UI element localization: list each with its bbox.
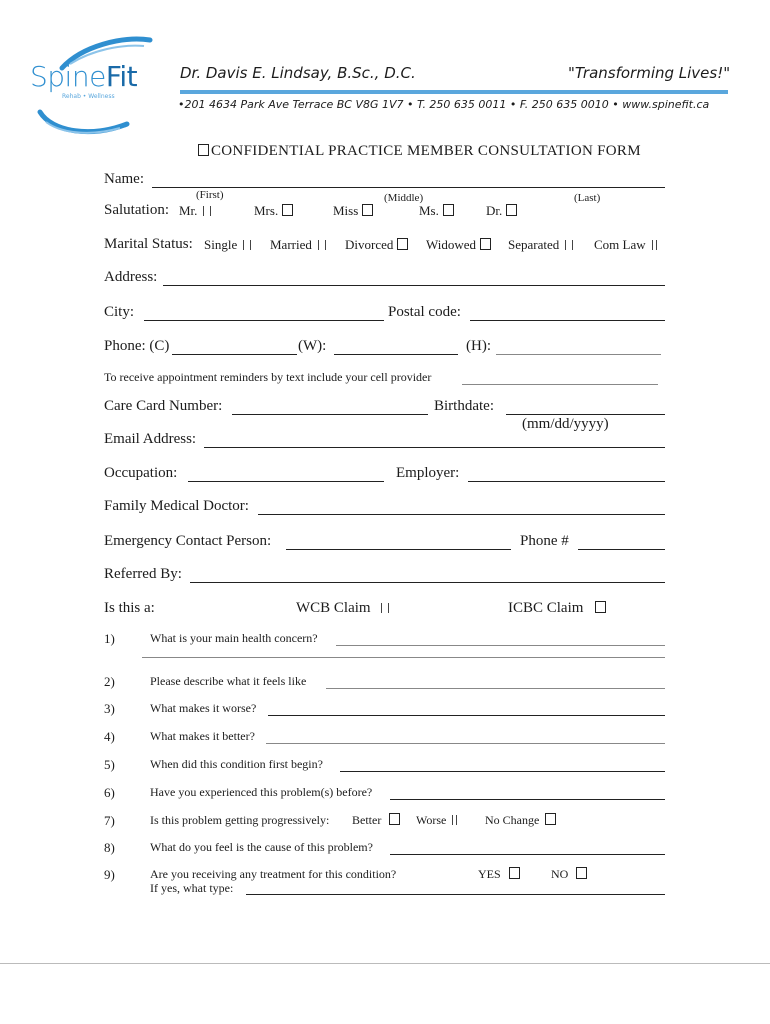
question-number: 1): [104, 631, 115, 646]
slogan: "Transforming Lives!": [568, 64, 731, 82]
phone-cell-label: Phone: (C): [104, 338, 170, 354]
question-number: 6): [104, 785, 115, 800]
logo-wordmark: [30, 60, 137, 93]
birthdate-format: (mm/dd/yyyy): [522, 416, 609, 432]
care-card-field[interactable]: [232, 414, 428, 415]
marital-separated[interactable]: Separated: [508, 237, 573, 253]
salutation-mr[interactable]: Mr.: [179, 203, 211, 219]
title-checkbox[interactable]: [198, 144, 209, 156]
address-field[interactable]: [163, 285, 665, 286]
question-number: 5): [104, 757, 115, 772]
icbc-claim[interactable]: ICBC Claim: [508, 600, 606, 617]
question-text: What do you feel is the cause of this problem?: [150, 840, 373, 854]
emergency-phone-field[interactable]: [578, 549, 665, 550]
phone-home-field[interactable]: [496, 354, 661, 355]
answer-field[interactable]: [390, 854, 665, 855]
question-text: What makes it worse?: [150, 701, 257, 715]
wcb-claim[interactable]: WCB Claim: [296, 600, 389, 617]
marital-married[interactable]: Married: [270, 237, 326, 253]
separated-checkbox[interactable]: [565, 240, 573, 250]
reminder-text: To receive appointment reminders by text include your cell provider: [104, 370, 432, 384]
phone-home-label: (H):: [466, 338, 491, 354]
question-text: What makes it better?: [150, 729, 255, 743]
occupation-field[interactable]: [188, 481, 384, 482]
referred-label: Referred By:: [104, 566, 182, 582]
phone-work-field[interactable]: [334, 354, 458, 355]
divorced-checkbox[interactable]: [397, 238, 408, 250]
address-label: Address:: [104, 269, 158, 285]
answer-field[interactable]: [326, 688, 665, 689]
marital-label: Marital Status:: [104, 236, 193, 252]
question-number: 4): [104, 729, 115, 744]
yes-checkbox[interactable]: [509, 867, 520, 879]
doctor-name: Dr. Davis E. Lindsay, B.Sc., D.C.: [180, 64, 416, 82]
address-line: •201 4634 Park Ave Terrace BC V8G 1V7 • T. 250 635 0011 • F. 250 635 0010 • www.spinefit.ca: [178, 98, 710, 111]
answer-field[interactable]: [268, 715, 665, 716]
option-worse[interactable]: Worse: [416, 813, 457, 828]
phone-work-label: (W):: [298, 338, 327, 354]
widowed-checkbox[interactable]: [480, 238, 491, 250]
emergency-field[interactable]: [286, 549, 511, 550]
email-field[interactable]: [204, 447, 665, 448]
salutation-dr[interactable]: Dr.: [486, 203, 517, 219]
salutation-label: Salutation:: [104, 202, 169, 218]
logo-tagline: Rehab • Wellness: [62, 93, 115, 100]
name-middle-caption: (Middle): [384, 192, 424, 204]
city-label: City:: [104, 304, 135, 320]
name-last-caption: (Last): [574, 192, 601, 204]
icbc-checkbox[interactable]: [595, 601, 606, 613]
question-number: 7): [104, 813, 115, 828]
city-field[interactable]: [144, 320, 384, 321]
family-doctor-label: Family Medical Doctor:: [104, 498, 249, 514]
nochange-checkbox[interactable]: [545, 813, 556, 825]
marital-single[interactable]: Single: [204, 237, 251, 253]
option-yes[interactable]: YES: [478, 867, 520, 882]
postal-field[interactable]: [470, 320, 665, 321]
name-first-caption: (First): [196, 189, 224, 201]
answer-field-2[interactable]: [142, 657, 665, 658]
employer-field[interactable]: [468, 481, 665, 482]
claim-label: Is this a:: [104, 600, 155, 616]
comlaw-checkbox[interactable]: [652, 240, 657, 250]
birthdate-field[interactable]: [506, 414, 665, 415]
answer-field[interactable]: [336, 645, 665, 646]
name-label: Name:: [104, 171, 144, 187]
option-better[interactable]: Better: [352, 813, 400, 828]
answer-field[interactable]: [340, 771, 665, 772]
postal-label: Postal code:: [388, 304, 461, 320]
form-title: CONFIDENTIAL PRACTICE MEMBER CONSULTATION FORM: [198, 143, 641, 160]
better-checkbox[interactable]: [389, 813, 400, 825]
worse-checkbox[interactable]: [452, 815, 457, 825]
question-text: Is this problem getting progressively:: [150, 813, 330, 827]
name-field[interactable]: [152, 187, 665, 188]
single-checkbox[interactable]: [243, 240, 251, 250]
question-followup: If yes, what type:: [150, 881, 234, 895]
header-rule: [180, 90, 728, 94]
ms-checkbox[interactable]: [443, 204, 454, 216]
marital-divorced[interactable]: Divorced: [345, 237, 408, 253]
question-number: 8): [104, 840, 115, 855]
salutation-miss[interactable]: Miss: [333, 203, 373, 219]
salutation-ms[interactable]: Ms.: [419, 203, 454, 219]
marital-widowed[interactable]: Widowed: [426, 237, 491, 253]
family-doctor-field[interactable]: [258, 514, 665, 515]
cell-provider-field[interactable]: [462, 384, 658, 385]
option-no[interactable]: NO: [551, 867, 587, 882]
occupation-label: Occupation:: [104, 465, 178, 481]
emergency-label: Emergency Contact Person:: [104, 533, 272, 549]
question-text: Have you experienced this problem(s) before?: [150, 785, 373, 799]
mr-checkbox[interactable]: [203, 206, 211, 216]
question-number: 3): [104, 701, 115, 716]
logo-spine: Spine: [30, 60, 106, 93]
referred-field[interactable]: [190, 582, 665, 583]
question-number: 2): [104, 674, 115, 689]
page-bottom-edge: [0, 963, 770, 964]
salutation-mrs[interactable]: Mrs.: [254, 203, 293, 219]
logo-fit: Fit: [105, 60, 138, 93]
answer-field[interactable]: [246, 894, 665, 895]
phone-cell-field[interactable]: [172, 354, 297, 355]
married-checkbox[interactable]: [318, 240, 326, 250]
question-text: Are you receiving any treatment for this condition?: [150, 867, 397, 881]
answer-field[interactable]: [266, 743, 665, 744]
question-text: Please describe what it feels like: [150, 674, 307, 688]
birthdate-label: Birthdate:: [434, 398, 494, 414]
wcb-checkbox[interactable]: [381, 603, 389, 613]
miss-checkbox[interactable]: [362, 204, 373, 216]
question-text: What is your main health concern?: [150, 631, 318, 645]
mrs-checkbox[interactable]: [282, 204, 293, 216]
answer-field[interactable]: [390, 799, 665, 800]
dr-checkbox[interactable]: [506, 204, 517, 216]
care-card-label: Care Card Number:: [104, 398, 223, 414]
question-text: When did this condition first begin?: [150, 757, 323, 771]
emergency-phone-label: Phone #: [520, 533, 569, 549]
employer-label: Employer:: [396, 465, 460, 481]
option-nochange[interactable]: No Change: [485, 813, 556, 828]
no-checkbox[interactable]: [576, 867, 587, 879]
question-number: 9): [104, 867, 115, 882]
email-label: Email Address:: [104, 431, 197, 447]
marital-comlaw[interactable]: Com Law: [594, 237, 657, 253]
